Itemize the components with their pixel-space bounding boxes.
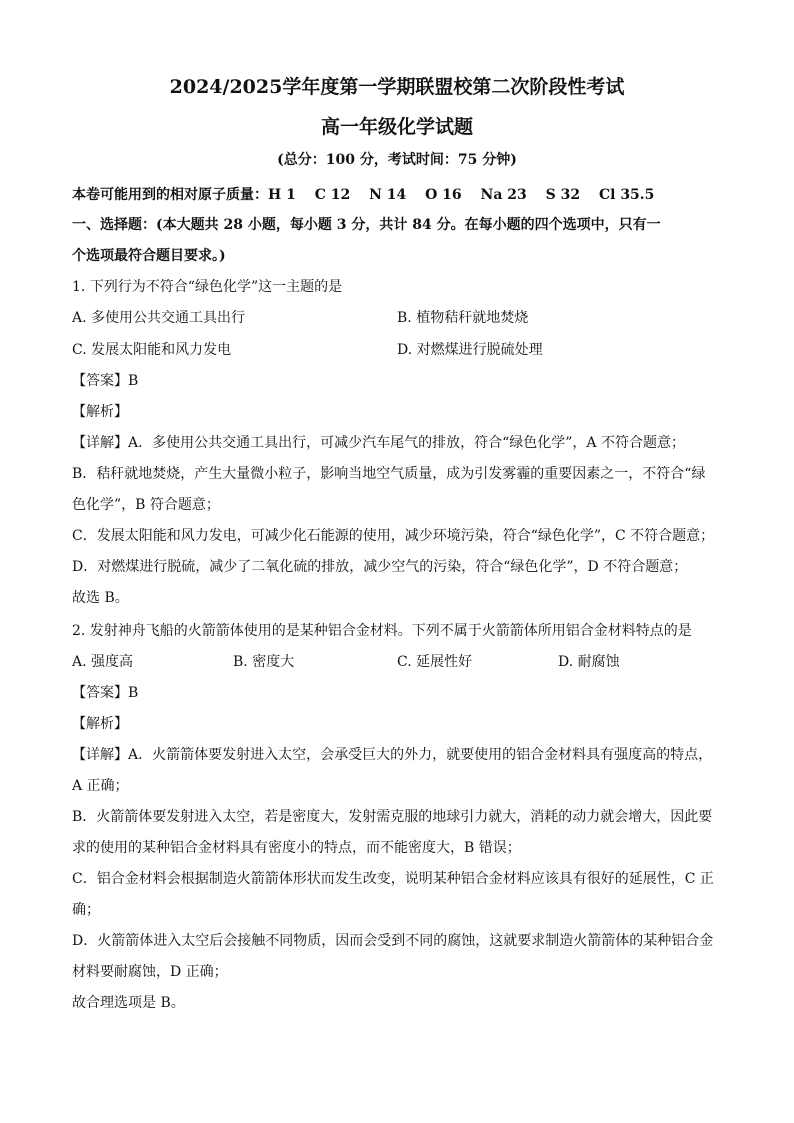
q2-detail-line: B．火箭箭体要发射进入太空，若是密度大，发射需克服的地球引力就大，消耗的动力就会增大，因此要 bbox=[72, 809, 713, 825]
q2-option-a: A. 强度高 bbox=[72, 654, 134, 670]
q2-detail-line: D．火箭箭体进入太空后会接触不同物质，因而会受到不同的腐蚀，这就要求制造火箭箭体的某种铝合金 bbox=[72, 933, 714, 949]
q1-conclusion: 故选 B。 bbox=[72, 590, 129, 606]
q2-conclusion: 故合理选项是 B。 bbox=[72, 995, 185, 1011]
q1-detail-line: D．对燃煤进行脱硫，减少了二氧化硫的排放，减少空气的污染，符合“绿色化学”，D 不符合题意； bbox=[72, 559, 688, 575]
exam-info: (总分：100 分，考试时间：75 分钟) bbox=[277, 152, 517, 168]
q2-detail-line: C．铝合金材料会根据制造火箭箭体形状而发生改变，说明某种铝合金材料应该具有很好的延展性，C 正 bbox=[72, 871, 714, 887]
exam-title: 2024/2025学年度第一学期联盟校第二次阶段性考试 bbox=[169, 76, 625, 98]
q2-option-c: C. 延展性好 bbox=[397, 654, 473, 670]
q1-answer: 【答案】B bbox=[72, 373, 139, 389]
q2-detail-line: 材料要耐腐蚀，D 正确； bbox=[72, 964, 228, 980]
section-heading-line2: 个选项最符合题目要求。) bbox=[72, 248, 226, 264]
q2-detail-line: 求的使用的某种铝合金材料具有密度小的特点，而不能密度大，B 错误； bbox=[72, 840, 521, 856]
q1-stem: 1. 下列行为不符合“绿色化学”这一主题的是 bbox=[72, 279, 343, 295]
q2-answer: 【答案】B bbox=[72, 685, 139, 701]
q2-option-b: B. 密度大 bbox=[233, 654, 295, 670]
q1-option-a: A. 多使用公共交通工具出行 bbox=[72, 310, 246, 326]
q2-stem: 2. 发射神舟飞船的火箭箭体使用的是某种铝合金材料。下列不属于火箭箭体所用铝合金材料特点的是 bbox=[72, 623, 692, 639]
q2-analysis-label: 【解析】 bbox=[72, 716, 128, 732]
q1-option-b: B. 植物秸秆就地焚烧 bbox=[397, 310, 529, 326]
q1-analysis-label: 【解析】 bbox=[72, 404, 128, 420]
exam-subtitle: 高一年级化学试题 bbox=[320, 116, 473, 138]
section-heading-line1: 一、选择题：(本大题共 28 小题，每小题 3 分，共计 84 分。在每小题的四个选项中，只有一 bbox=[72, 217, 661, 233]
q2-option-d: D. 耐腐蚀 bbox=[558, 654, 620, 670]
q1-detail-line: 色化学”，B 符合题意； bbox=[72, 497, 220, 513]
q1-detail-line: C．发展太阳能和风力发电，可减少化石能源的使用，减少环境污染，符合“绿色化学”，C 不符合题意； bbox=[72, 528, 715, 544]
q2-detail-line: 【详解】A．火箭箭体要发射进入太空，会承受巨大的外力，就要使用的铝合金材料具有强度高的特点， bbox=[72, 747, 713, 763]
q2-detail-line: 确； bbox=[72, 902, 100, 918]
q1-detail-line: B．秸秆就地焚烧，产生大量微小粒子，影响当地空气质量，成为引发雾霾的重要因素之一，不符合“绿 bbox=[72, 466, 706, 482]
atomic-mass-line: 本卷可能用到的相对原子质量：H 1 C 12 N 14 O 16 Na 23 S 32 Cl 35.5 bbox=[72, 187, 655, 203]
q1-option-d: D. 对燃煤进行脱硫处理 bbox=[397, 342, 543, 358]
q2-detail-line: A 正确； bbox=[72, 778, 129, 794]
q1-option-c: C. 发展太阳能和风力发电 bbox=[72, 342, 232, 358]
q1-detail-line: 【详解】A．多使用公共交通工具出行，可减少汽车尾气的排放，符合“绿色化学”，A 不符合题意； bbox=[72, 435, 685, 451]
